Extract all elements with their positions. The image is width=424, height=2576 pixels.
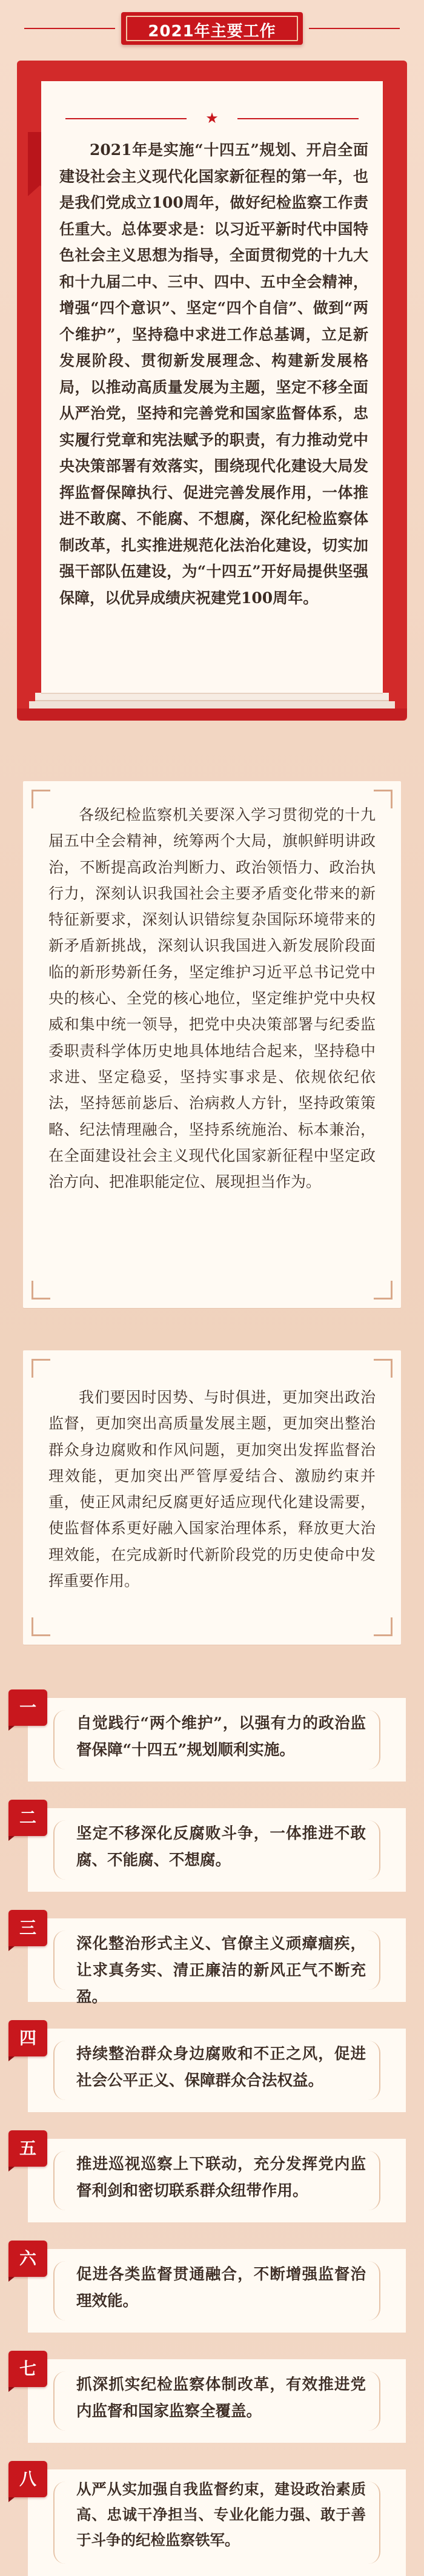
title-badge — [121, 12, 303, 45]
task-item — [8, 2241, 408, 2337]
task-text: 深化整治形式主义、官僚主义顽瘴痼疾，让求真务实、清正廉洁的新风正气不断充盈。 — [76, 1935, 366, 2006]
bracket-decoration — [368, 2041, 380, 2100]
title-divider-left — [24, 28, 115, 29]
bracket-decoration — [53, 1820, 65, 1880]
task-item — [8, 2020, 408, 2117]
task-number-badge: 六 — [8, 2241, 47, 2277]
task-number-badge: 八 — [8, 2461, 47, 2497]
star-divider-line-left — [65, 118, 187, 119]
bracket-decoration — [53, 1710, 65, 1769]
card-study-spirit — [23, 781, 401, 1308]
task-text: 从严从实加强自我监督约束，建设政治素质高、忠诚干净担当、专业化能力强、敢于善于斗争的纪检监察铁军。 — [76, 2480, 366, 2549]
task-text: 持续整治群众身边腐败和不正之风，促进社会公平正义、保障群众合法权益。 — [76, 2045, 366, 2090]
book-page-edge — [35, 693, 389, 701]
task-number-badge: 一 — [8, 1689, 47, 1726]
bracket-decoration — [368, 1820, 380, 1880]
bracket-decoration — [368, 1710, 380, 1769]
title-banner — [0, 10, 424, 47]
card-paragraph: 各级纪检监察机关要深入学习贯彻党的十九届五中全会精神，统筹两个大局，旗帜鲜明讲政治，不断提高政治判断力、政治领悟力、政治执行力，深刻认识我国社会主要矛盾变化带来的新特征新要求，深刻认识错综复杂国际环境带来的新矛盾新挑战，深刻认识我国进入新发展阶段面临的新形势新任务，坚定维护习近平总书记党中央的核心、全党的核心地位，坚定维护党中央权威和集中统一领导，把党中央决策部署与纪委监委职责科学体历史地具体地结合起来，坚持稳中求进、坚定稳妥，坚持实事求是、依规依纪依法，坚持惩前毖后、治病救人方针，坚持政策策略、纪法情理融合，坚持系统施治、标本兼治，在全面建设社会主义现代化国家新征程中坚定政治方向、把准职能定位、展现担当作为。 — [48, 806, 376, 1191]
task-text: 坚定不移深化反腐败斗争，一体推进不敢腐、不能腐、不想腐。 — [76, 1825, 366, 1869]
title-divider-right — [309, 28, 400, 29]
corner-ornament — [31, 1617, 50, 1636]
corner-ornament — [374, 790, 393, 808]
card-text — [48, 1384, 376, 1594]
intro-text — [59, 137, 368, 611]
task-text: 自觉践行“两个维护”，以强有力的政治监督保障“十四五”规划顺利实施。 — [76, 1714, 366, 1759]
bracket-decoration — [368, 1930, 380, 1990]
task-number-badge: 二 — [8, 1800, 47, 1836]
bracket-decoration — [368, 2261, 380, 2320]
card-paragraph: 我们要因时因势、与时俱进，更加突出政治监督，更加突出高质量发展主题，更加突出整治群众身边腐败和作风问题，更加突出发挥监督治理效能，更加突出严管厚爱结合、激励约束并重，使正风肃纪反腐更好适应现代化建设需要，使监督体系更好融入国家治理体系，释放更大治理效能，在完成新时代新阶段党的历史使命中发挥重要作用。 — [48, 1389, 376, 1590]
task-text: 推进巡视巡察上下联动，充分发挥党内监督利剑和密切联系群众纽带作用。 — [76, 2155, 366, 2200]
task-number-badge: 四 — [8, 2020, 47, 2056]
corner-ornament — [374, 1617, 393, 1636]
corner-ornament — [31, 790, 50, 808]
corner-ornament — [31, 1359, 50, 1378]
intro-paragraph: 2021年是实施“十四五”规划、开启全面建设社会主义现代化国家新征程的第一年，也是我们党成立100周年，做好纪检监察工作责任重大。总体要求是：以习近平新时代中国特色社会主义思想为指导，全面贯彻党的十九大和十九届二中、三中、四中、五中全会精神，增强“四个意识”、坚定“四个自信”、做到“两个维护”，坚持稳中求进工作总基调，立足新发展阶段、贯彻新发展理念、构建新发展格局，以推动高质量发展为主题，坚定不移全面从严治党，坚持和完善党和国家监督体系，忠实履行党章和宪法赋予的职责，有力推动党中央决策部署有效落实，围绕现代化建设大局发挥监督保障执行、促进完善发展作用，一体推进不敢腐、不能腐、不想腐，深化纪检监察体制改革，扎实推进规范化法治化建设，切实加强干部队伍建设，为“十四五”开好局提供坚强保障，以优异成绩庆祝建党100周年。 — [59, 141, 368, 607]
corner-ornament — [31, 1281, 50, 1300]
corner-ornament — [374, 1281, 393, 1300]
task-item — [8, 2461, 408, 2570]
star-icon: ★ — [205, 110, 219, 127]
task-number-badge: 七 — [8, 2351, 47, 2387]
bracket-decoration — [53, 2261, 65, 2320]
task-number-badge: 五 — [8, 2130, 47, 2167]
intro-book-panel — [17, 61, 407, 739]
bracket-decoration — [368, 2151, 380, 2210]
book-spine-bottom — [17, 708, 407, 721]
task-item — [8, 2130, 408, 2227]
card-text — [48, 802, 376, 1195]
task-text: 促进各类监督贯通融合，不断增强监督治理效能。 — [76, 2265, 366, 2310]
bracket-decoration — [53, 1930, 65, 1990]
task-item — [8, 1689, 408, 1786]
task-item — [8, 1910, 408, 2007]
bracket-decoration — [53, 2151, 65, 2210]
task-item — [8, 2351, 408, 2448]
star-divider-line-right — [237, 118, 359, 119]
task-text: 抓深抓实纪检监察体制改革，有效推进党内监督和国家监察全覆盖。 — [76, 2376, 366, 2420]
bracket-decoration — [368, 2482, 380, 2564]
bracket-decoration — [53, 2482, 65, 2564]
page-title: 2021年主要工作 — [148, 22, 276, 41]
bracket-decoration — [53, 2371, 65, 2431]
bracket-decoration — [53, 2041, 65, 2100]
star-divider — [41, 111, 383, 126]
task-number-badge: 三 — [8, 1910, 47, 1946]
task-item — [8, 1800, 408, 1897]
card-priorities — [23, 1350, 401, 1645]
corner-ornament — [374, 1359, 393, 1378]
bracket-decoration — [368, 2371, 380, 2431]
